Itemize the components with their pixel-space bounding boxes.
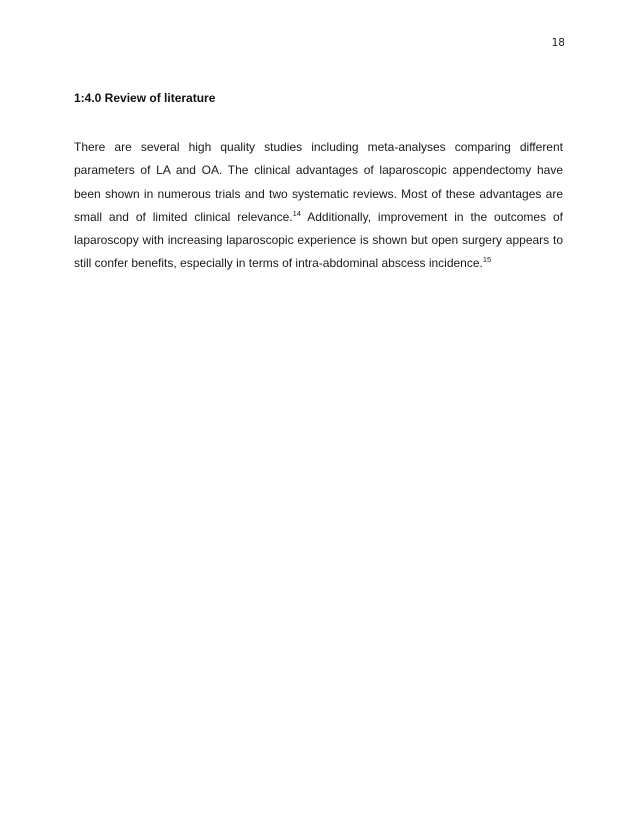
section-heading: 1:4.0 Review of literature bbox=[74, 91, 216, 105]
body-paragraph bbox=[74, 136, 563, 276]
page-number: 18 bbox=[551, 37, 565, 49]
citation-superscript-14: 14 bbox=[292, 208, 301, 218]
citation-superscript-15: 15 bbox=[482, 255, 492, 265]
paragraph-text-part-2: Additionally, improvement in the outcomes of laparoscopy with increasing laparoscopic experience is shown but open surgery appears to still confer benefits, especially in terms of intra-abdominal abscess incidence. bbox=[74, 209, 563, 271]
paragraph-text-part-1: There are several high quality studies including meta-analyses comparing different parameters of LA and OA. The clinical advantages of laparoscopic appendectomy have been shown in numerous trials and two systematic reviews. Most of these advantages are small and of limited clinical relevance. bbox=[74, 140, 563, 224]
